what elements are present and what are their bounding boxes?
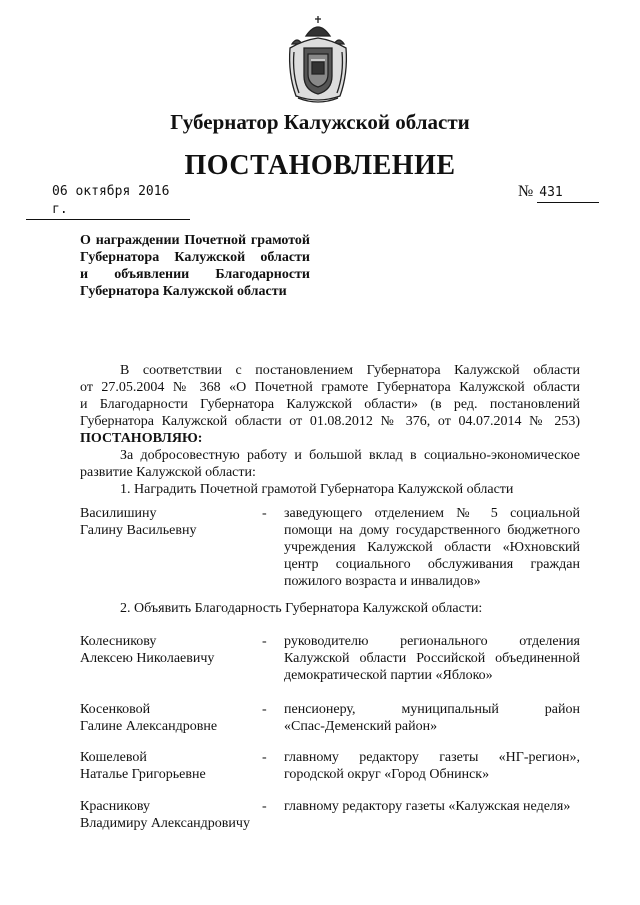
desc-line: главному редактору газеты «НГ-регион», xyxy=(284,750,580,765)
issuing-authority: Губернатор Калужской области xyxy=(170,110,470,134)
document-type-title: ПОСТАНОВЛЕНИЕ xyxy=(184,150,456,181)
desc-line: Калужской области Российской объединенной xyxy=(284,651,580,666)
desc-line: учреждения Калужской области «Юхновский xyxy=(284,540,580,555)
name-line: Алексею Николаевичу xyxy=(80,651,215,666)
item1-heading: 1. Наградить Почетной грамотой Губернатора Калужской области xyxy=(120,482,514,497)
reason-line: За добросовестную работу и большой вклад в социально-экономическое xyxy=(120,448,580,463)
awardee-name xyxy=(80,633,260,667)
desc-line: городской округ «Город Обнинск» xyxy=(284,767,490,782)
awardee-name xyxy=(80,505,260,539)
name-line: Галину Васильевну xyxy=(80,523,197,538)
awardee-description xyxy=(284,701,580,735)
number-value: 431 xyxy=(537,184,599,203)
document-subject xyxy=(80,232,310,300)
preamble-line: от 27.05.2004 № 368 «О Почетной грамоте Губернатора Калужской области xyxy=(80,380,580,395)
document-date: 06 октября 2016 г. xyxy=(26,183,190,220)
document-number xyxy=(518,183,599,203)
awardee-description xyxy=(284,798,580,815)
separator-dash: - xyxy=(262,506,267,521)
name-line: Косенковой xyxy=(80,702,151,717)
separator-dash: - xyxy=(262,750,267,765)
name-line: Наталье Григорьевне xyxy=(80,767,206,782)
item2-heading: 2. Объявить Благодарность Губернатора Калужской области: xyxy=(120,601,483,616)
desc-line: помощи на дому государственного бюджетного xyxy=(284,523,580,538)
awardee-description xyxy=(284,749,580,783)
desc-line: «Спас-Деменский район» xyxy=(284,719,438,734)
number-label: № xyxy=(518,183,534,200)
name-line: Красникову xyxy=(80,799,150,814)
separator-dash: - xyxy=(262,799,267,814)
subject-line: Губернатора Калужской области xyxy=(80,284,287,299)
name-line: Владимиру Александровичу xyxy=(80,816,250,831)
reason-line: развитие Калужской области: xyxy=(80,465,256,480)
awardee-name xyxy=(80,701,260,735)
name-line: Василишину xyxy=(80,506,157,521)
subject-line: и объявлении Благодарности xyxy=(80,267,310,282)
preamble-line: В соответствии с постановлением Губернатора Калужской области xyxy=(120,363,580,378)
preamble xyxy=(80,362,580,498)
subject-line: Губернатора Калужской области xyxy=(80,250,310,265)
name-line: Галине Александровне xyxy=(80,719,218,734)
desc-line: центр социального обслуживания граждан xyxy=(284,557,580,572)
desc-line: пенсионеру, муниципальный район xyxy=(284,702,580,717)
desc-line: пожилого возраста и инвалидов» xyxy=(284,574,481,589)
awardee-description xyxy=(284,505,580,590)
separator-dash: - xyxy=(262,702,267,717)
desc-line: руководителю регионального отделения xyxy=(284,634,580,649)
name-line: Кошелевой xyxy=(80,750,147,765)
awardee-name xyxy=(80,798,260,832)
separator-dash: - xyxy=(262,634,267,649)
preamble-line: Губернатора Калужской области от 01.08.2012 № 376, от 04.07.2014 № 253) xyxy=(80,414,580,429)
coat-of-arms-emblem xyxy=(284,14,352,106)
awardee-description xyxy=(284,633,580,684)
awardee-name xyxy=(80,749,260,783)
decree-word: ПОСТАНОВЛЯЮ: xyxy=(80,431,203,446)
desc-line: главному редактору газеты «Калужская неделя» xyxy=(284,799,571,814)
desc-line: заведующего отделением № 5 социальной xyxy=(284,506,580,521)
desc-line: демократической партии «Яблоко» xyxy=(284,668,493,683)
preamble-line: и Благодарности Губернатора Калужской области» (в ред. постановлений xyxy=(80,397,580,412)
name-line: Колесникову xyxy=(80,634,157,649)
subject-line: О награждении Почетной грамотой xyxy=(80,233,310,248)
